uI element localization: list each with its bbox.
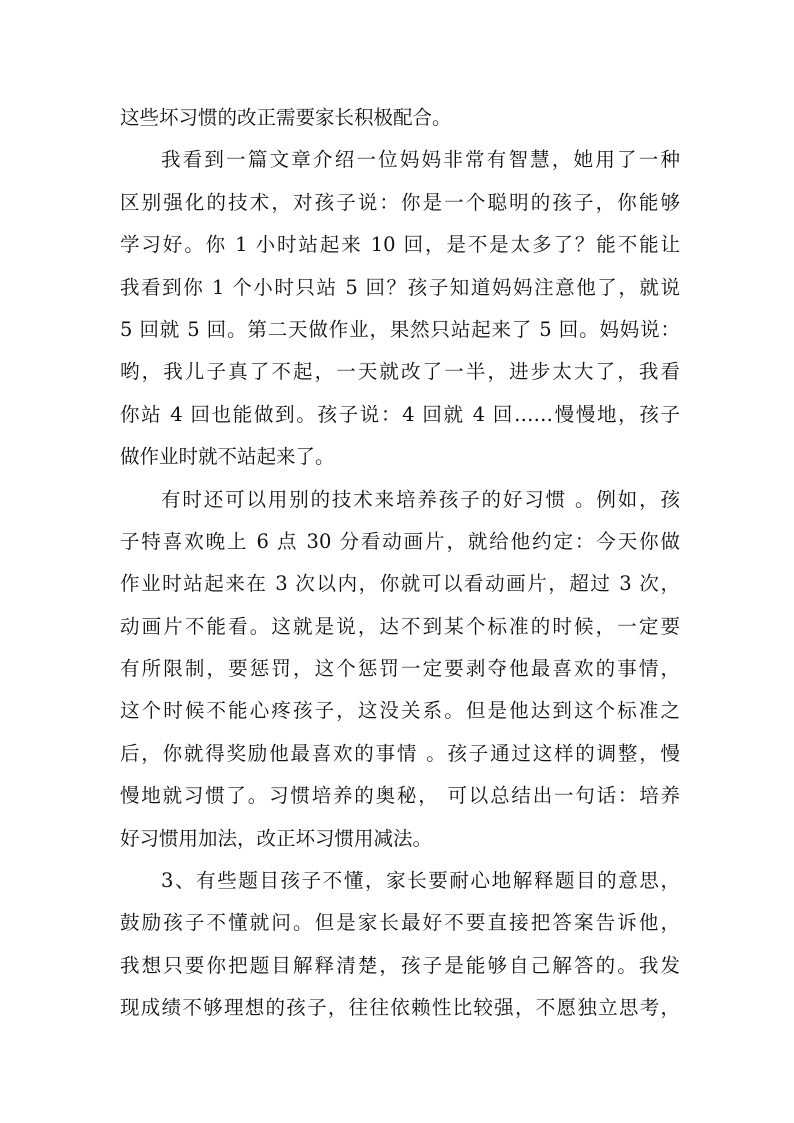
text-line: 作业时站起来在 3 次以内，你就可以看动画片，超过 3 次， xyxy=(120,572,680,596)
text-line: 哟，我儿子真了不起，一天就改了一半，进步太大了，我看 xyxy=(120,360,680,384)
paragraph-start-line: 有时还可以用别的技术来培养孩子的好习惯 。例如，孩 xyxy=(161,487,680,511)
text-line: 现成绩不够理想的孩子，往往依赖性比较强，不愿独立思考， xyxy=(120,996,680,1020)
paragraph-start-line: 3、有些题目孩子不懂，家长要耐心地解释题目的意思， xyxy=(161,869,680,893)
paragraph-start-line: 我看到一篇文章介绍一位妈妈非常有智慧，她用了一种 xyxy=(161,148,680,172)
text-line: 鼓励孩子不懂就问。但是家长最好不要直接把答案告诉他， xyxy=(120,911,680,935)
text-line: 5 回就 5 回。第二天做作业，果然只站起来了 5 回。妈妈说： xyxy=(120,317,680,341)
text-line: 我看到你 1 个小时只站 5 回？孩子知道妈妈注意他了，就说 xyxy=(120,275,680,299)
text-line: 有所限制，要惩罚，这个惩罚一定要剥夺他最喜欢的事情， xyxy=(120,657,680,681)
text-line: 子特喜欢晚上 6 点 30 分看动画片，就给他约定：今天你做 xyxy=(120,529,680,553)
text-line: 做作业时就不站起来了。 xyxy=(120,445,335,469)
text-line: 后，你就得奖励他最喜欢的事情 。孩子通过这样的调整，慢 xyxy=(120,741,680,765)
text-line: 好习惯用加法，改正坏习惯用减法。 xyxy=(120,826,433,850)
text-line: 学习好。你 1 小时站起来 10 回，是不是太多了？能不能让 xyxy=(120,233,680,257)
text-line: 你站 4 回也能做到。孩子说：4 回就 4 回……慢慢地，孩子 xyxy=(120,402,680,426)
text-line: 我想只要你把题目解释清楚，孩子是能够自己解答的。我发 xyxy=(120,953,680,977)
text-line: 这个时候不能心疼孩子，这没关系。但是他达到这个标准之 xyxy=(120,699,680,723)
text-line: 慢地就习惯了。习惯培养的奥秘， 可以总结出一句话：培养 xyxy=(120,784,680,808)
text-line: 这些坏习惯的改正需要家长积极配合。 xyxy=(120,106,452,129)
text-line: 动画片不能看。这就是说，达不到某个标准的时候，一定要 xyxy=(120,614,680,638)
document-body xyxy=(120,97,680,1030)
text-line: 区别强化的技术，对孩子说：你是一个聪明的孩子，你能够 xyxy=(120,190,680,214)
